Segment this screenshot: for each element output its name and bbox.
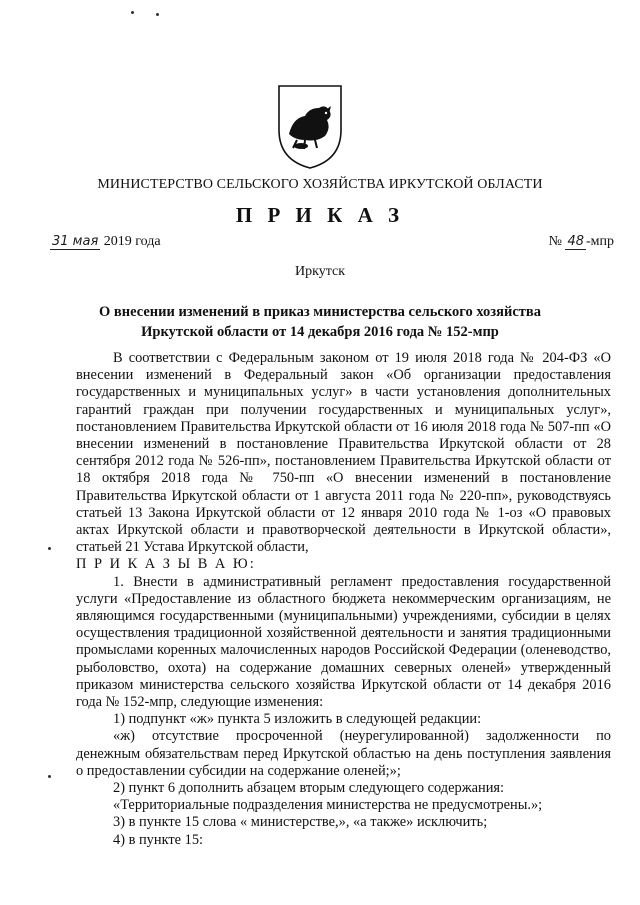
city-name: Иркутск xyxy=(294,264,346,279)
number-sign: № xyxy=(548,234,562,249)
date-year: 2019 года xyxy=(103,234,161,249)
ministry-name: МИНИСТЕРСТВО СЕЛЬСКОГО ХОЗЯЙСТВА ИРКУТСКОЙ ОБЛАСТИ xyxy=(97,177,543,192)
paragraph-item-1: 1. Внести в административный регламент предоставления государственной услуги «Предоставление из областного бюджета некоммерческим организациям, не являющимся государственными (муниципальными) учреждениями, субсидии в целях осуществления традиционной хозяйственной деятельности и занятия традиционными промыслами коренных малочисленных народов Российской Федерации (оленеводство, рыболовство, охота) на содержание домашних северных оленей» утвержденный приказом министерства сельского хозяйства Иркутской области от 14 декабря 2016 года № 152-мпр, следующие изменения: xyxy=(76,573,611,711)
paragraph-subitem-1: 1) подпункт «ж» пункта 5 изложить в следующей редакции: xyxy=(113,711,482,728)
paragraph-subitem-4: 4) в пункте 15: xyxy=(113,831,204,848)
date-number-row xyxy=(50,234,614,256)
document-body xyxy=(76,350,611,849)
scan-speck xyxy=(48,547,51,550)
order-word: П Р И К А З Ы В А Ю: xyxy=(76,556,256,573)
document-date xyxy=(50,234,161,250)
document-subject xyxy=(60,302,580,342)
paragraph-subitem-2: 2) пункт 6 дополнить абзацем вторым следующего содержания: xyxy=(113,780,505,797)
coat-of-arms-icon xyxy=(275,82,345,170)
handwritten-date: 31 мая xyxy=(52,234,99,249)
paragraph-preamble: В соответствии с Федеральным законом от 19 июля 2018 года № 204-ФЗ «О внесении изменений в Федеральный закон «Об организации предоставления государственных и муниципальных услуг» в части установления дополнительных гарантий граждан при получении государственных и муниципальных услуг», постановлением Правительства Иркутской области от 16 июля 2018 года № 507-пп «О внесении изменений в постановление Правительства Иркутской области от 28 сентября 2012 года № 526-пп», постановлением Правительства Иркутской области от 18 октября 2018 года № 750-пп «О внесении изменений в постановление Правительства Иркутской области от 1 августа 2011 года № 220-пп», руководствуясь статьей 13 Закона Иркутской области от 12 января 2010 года № 1-оз «О правовых актах Иркутской области и правотворческой деятельности в Иркутской области», статьей 21 Устава Иркутской области, xyxy=(76,350,611,556)
subject-line-1: О внесении изменений в приказ министерства сельского хозяйства xyxy=(99,304,541,320)
scan-speck xyxy=(131,11,134,14)
subject-line-2: Иркутской области от 14 декабря 2016 года № 152-мпр xyxy=(141,324,499,340)
paragraph-subitem-1-text: «ж) отсутствие просроченной (неурегулированной) задолженности по денежным обязательствам перед Иркутской областью на день поступления заявления о предоставлении субсидии на содержание оленей;»; xyxy=(76,728,611,779)
paragraph-subitem-3: 3) в пункте 15 слова « министерстве,», «а также» исключить; xyxy=(113,814,488,831)
paragraph-subitem-2-text: «Территориальные подразделения министерства не предусмотрены.»; xyxy=(113,797,543,814)
document-number xyxy=(549,234,614,250)
scan-speck xyxy=(48,775,51,778)
number-suffix: -мпр xyxy=(585,234,614,249)
document-title: П Р И К А З xyxy=(235,203,405,227)
handwritten-number: 48 xyxy=(567,234,584,249)
scan-speck xyxy=(156,13,159,16)
